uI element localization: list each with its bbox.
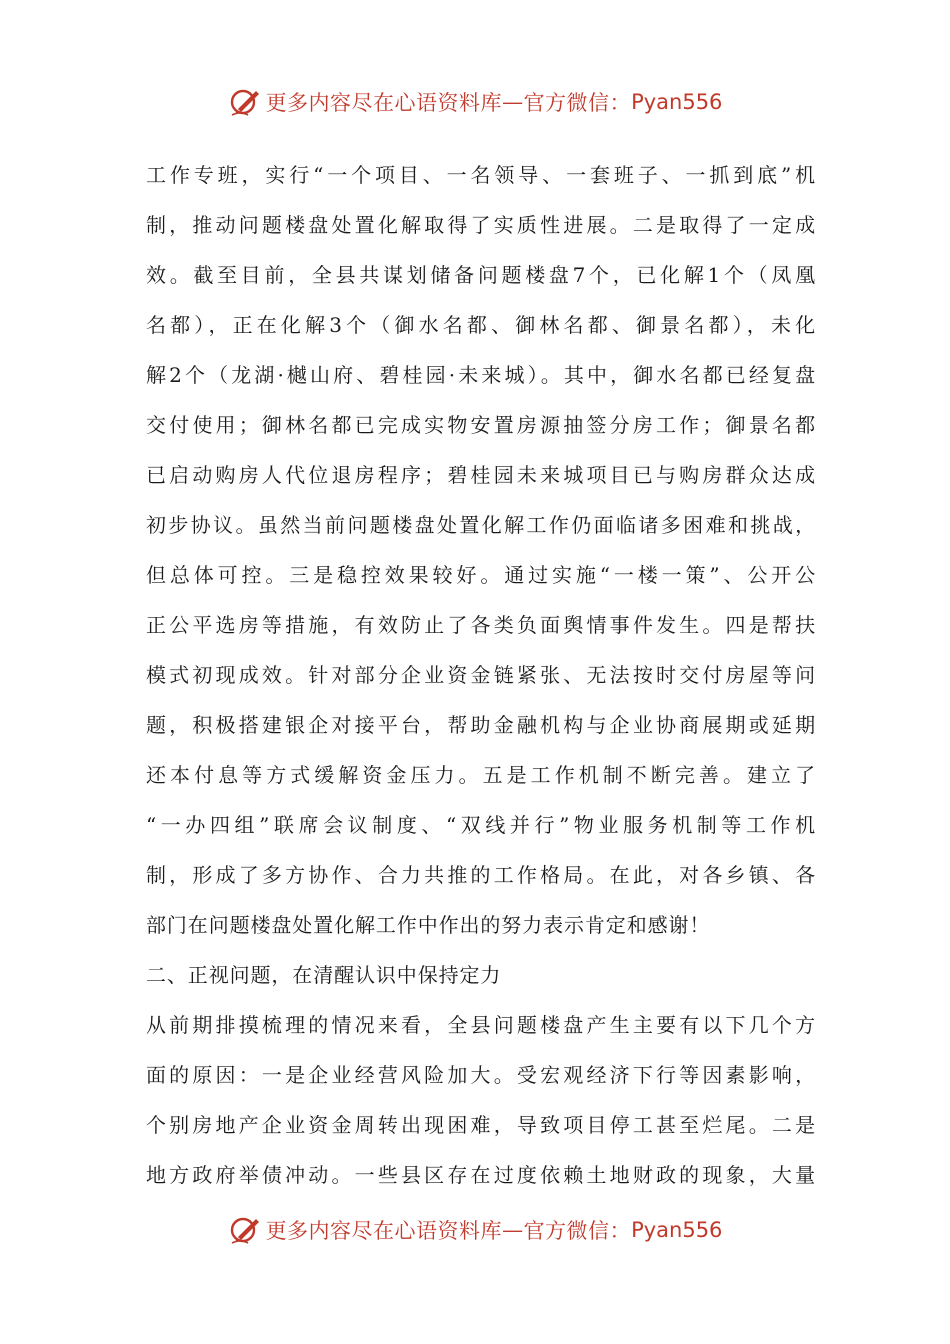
body-line: 已启动购房人代位退房程序；碧桂园未来城项目已与购房群众达成 xyxy=(146,463,816,487)
body-line: 效。截至目前，全县共谋划储备问题楼盘7个，已化解1个（凤凰 xyxy=(146,263,816,287)
body-line: 但总体可控。三是稳控效果较好。通过实施“一楼一策”、公开公 xyxy=(146,563,816,587)
document-body xyxy=(146,150,816,1200)
body-line: 制，推动问题楼盘处置化解取得了实质性进展。二是取得了一定成 xyxy=(146,213,816,237)
body-line: 工作专班，实行“一个项目、一名领导、一套班子、一抓到底”机 xyxy=(146,163,816,187)
body-line: 名都），正在化解3个（御水名都、御林名都、御景名都），未化 xyxy=(146,313,816,337)
body-line: 初步协议。虽然当前问题楼盘处置化解工作仍面临诸多困难和挑战， xyxy=(146,513,816,537)
body-line: 模式初现成效。针对部分企业资金链紧张、无法按时交付房屋等问 xyxy=(146,663,816,687)
body-line: 面的原因：一是企业经营风险加大。受宏观经济下行等因素影响， xyxy=(146,1063,816,1087)
body-line: 解2个（龙湖·樾山府、碧桂园·未来城）。其中，御水名都已经复盘 xyxy=(146,363,816,387)
watermark-site-name: 更多内容尽在心语资料库 xyxy=(265,91,503,115)
watermark-wechat-label: 官方微信： xyxy=(523,91,632,115)
pen-logo-icon xyxy=(228,85,262,119)
watermark-dash: — xyxy=(502,1218,524,1242)
watermark-banner-bottom xyxy=(0,1210,950,1250)
watermark-wechat-label: 官方微信： xyxy=(523,1219,632,1243)
watermark-dash: — xyxy=(502,90,524,114)
body-line: 个别房地产企业资金周转出现困难，导致项目停工甚至烂尾。二是 xyxy=(146,1113,816,1137)
body-line: 交付使用；御林名都已完成实物安置房源抽签分房工作；御景名都 xyxy=(146,413,816,437)
body-line: 制，形成了多方协作、合力共推的工作格局。在此，对各乡镇、各 xyxy=(146,863,816,887)
pen-logo-icon xyxy=(228,1213,262,1247)
watermark-wechat-id: Pyan556 xyxy=(631,1218,723,1242)
body-line: 从前期排摸梳理的情况来看，全县问题楼盘产生主要有以下几个方 xyxy=(146,1013,816,1037)
body-line: 题，积极搭建银企对接平台，帮助金融机构与企业协商展期或延期 xyxy=(146,713,816,737)
body-line: 部门在问题楼盘处置化解工作中作出的努力表示肯定和感谢！ xyxy=(146,913,711,937)
watermark-wechat-id: Pyan556 xyxy=(631,90,723,114)
body-line: 地方政府举债冲动。一些县区存在过度依赖土地财政的现象，大量 xyxy=(146,1163,816,1187)
watermark-banner-top xyxy=(0,82,950,122)
body-line: “一办四组”联席会议制度、“双线并行”物业服务机制等工作机 xyxy=(146,813,816,837)
watermark-site-name: 更多内容尽在心语资料库 xyxy=(265,1219,503,1243)
body-line: 还本付息等方式缓解资金压力。五是工作机制不断完善。建立了 xyxy=(146,763,816,787)
section-heading: 二、正视问题，在清醒认识中保持定力 xyxy=(146,963,502,987)
body-line: 正公平选房等措施，有效防止了各类负面舆情事件发生。四是帮扶 xyxy=(146,613,816,637)
